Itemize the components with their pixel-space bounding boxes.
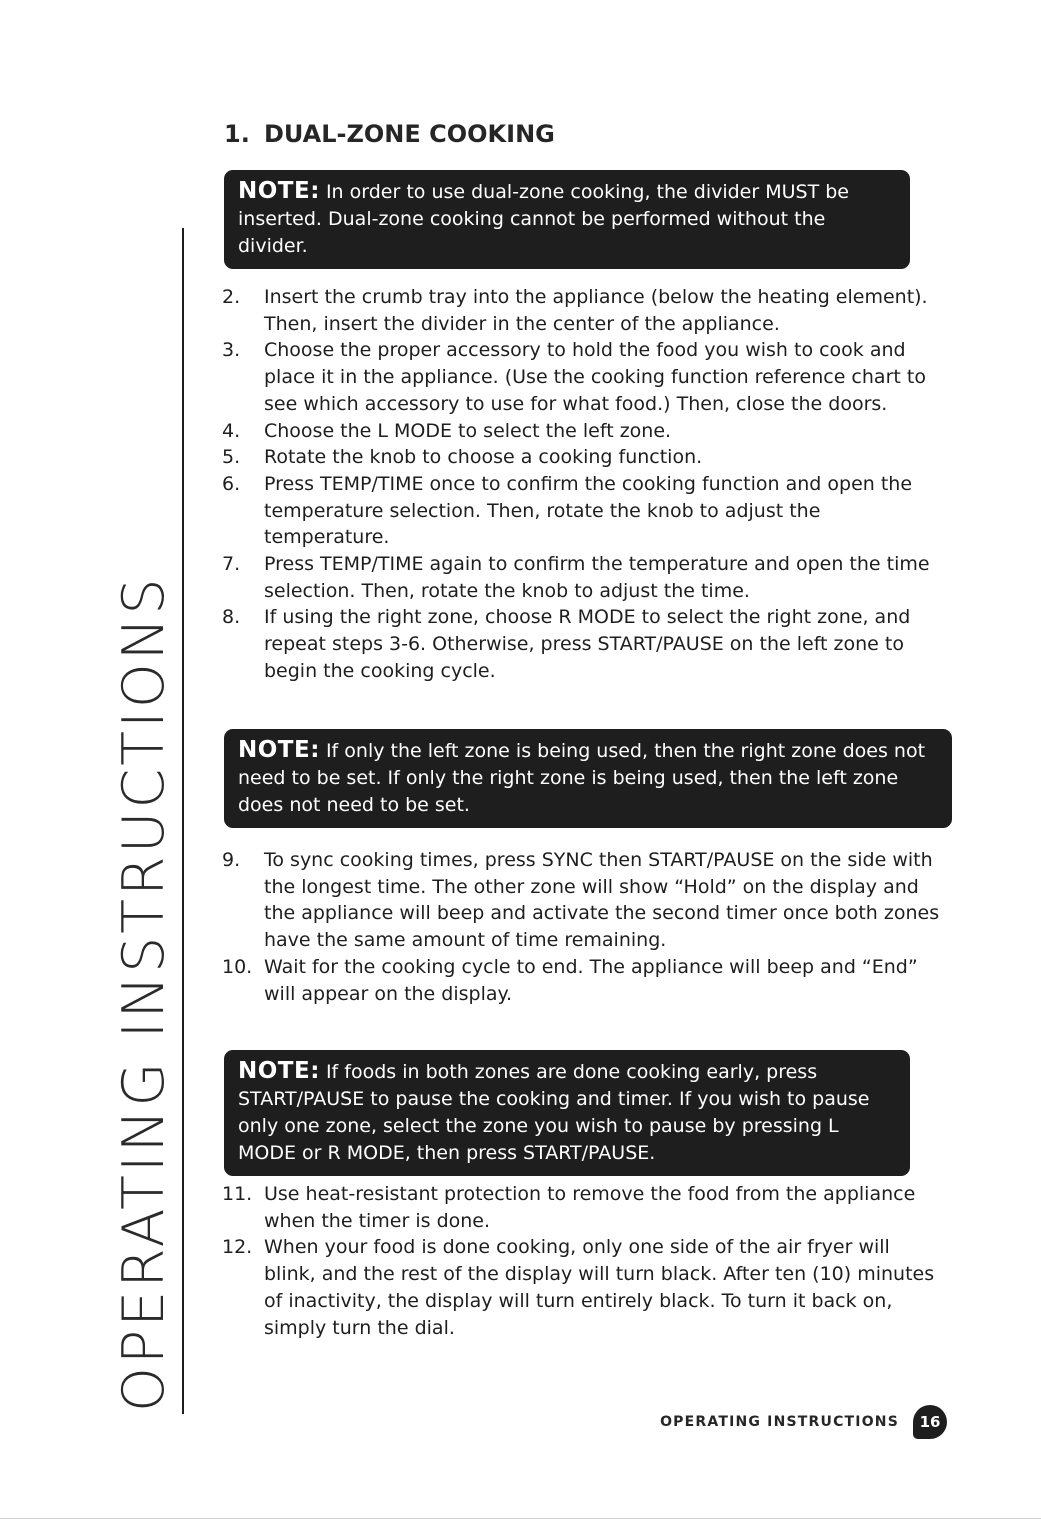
step-text: Press TEMP/TIME once to confirm the cooking function and open the temperature selection. Then, rotate the knob to adjust the temperature. <box>264 472 913 549</box>
list-item <box>222 847 942 954</box>
list-item <box>222 954 942 1007</box>
list-item <box>222 418 942 445</box>
step-text: If using the right zone, choose R MODE to select the right zone, and repeat steps 3-6. Otherwise, press START/PAUSE on the left zone to begin the cooking cycle. <box>264 606 911 682</box>
step-number: 12. <box>222 1236 253 1259</box>
note-text: If foods in both zones are done cooking early, press START/PAUSE to pause the cooking and timer. If you wish to pause only one zone, select the zone you wish to pause by pressing L MODE or R MODE, then press START/PAUSE. <box>238 1061 870 1164</box>
step-number: 11. <box>222 1183 253 1205</box>
step-number: 3. <box>222 339 241 362</box>
list-item <box>222 471 942 551</box>
note-label: NOTE: <box>238 1058 320 1084</box>
page-number-badge: 16 <box>913 1405 947 1439</box>
step-text: Press TEMP/TIME again to confirm the temperature and open the time selection. Then, rotate the knob to adjust the time. <box>264 553 930 602</box>
list-item <box>222 284 942 337</box>
section-number: 1. <box>224 120 250 148</box>
list-item <box>222 551 942 604</box>
step-text: Use heat-resistant protection to remove the food from the appliance when the timer is done. <box>264 1183 916 1232</box>
step-number: 10. <box>222 955 253 978</box>
note-label: NOTE: <box>238 737 320 763</box>
step-text: Choose the L MODE to select the left zone. <box>264 419 672 442</box>
step-text: Choose the proper accessory to hold the food you wish to cook and place it in the appliance. (Use the cooking function reference chart to see which accessory to use for what food.) Then, close the doors. <box>264 339 926 415</box>
note-text: If only the left zone is being used, then the right zone does not need to be set. If only the right zone is being used, then the left zone does not need to be set. <box>238 740 926 816</box>
note-label: NOTE: <box>238 178 320 204</box>
step-number: 6. <box>222 472 241 495</box>
steps-list-a <box>222 284 942 685</box>
footer-label: OPERATING INSTRUCTIONS <box>660 1414 899 1430</box>
steps-list-c <box>222 1181 942 1341</box>
list-item <box>222 1181 942 1234</box>
step-number: 9. <box>222 849 241 871</box>
step-text: Insert the crumb tray into the appliance (below the heating element). Then, insert the divider in the center of the appliance. <box>264 286 928 335</box>
note-box-zones <box>224 729 952 828</box>
page-footer <box>660 1409 947 1435</box>
bottom-edge-line <box>0 1518 1041 1519</box>
step-text: Wait for the cooking cycle to end. The appliance will beep and “End” will appear on the display. <box>264 955 918 1005</box>
steps-list-b <box>222 847 942 1007</box>
list-item <box>222 1234 942 1341</box>
step-number: 4. <box>222 419 241 442</box>
section-title: DUAL-ZONE COOKING <box>264 120 555 148</box>
sidebar-title: OPERATING INSTRUCTIONS <box>111 575 177 1412</box>
step-text: When your food is done cooking, only one side of the air fryer will blink, and the rest of the display will turn black. After ten (10) minutes of inactivity, the display will turn entirely black. To turn it back on, simply turn the dial. <box>264 1236 935 1339</box>
note-box-divider <box>224 170 910 269</box>
step-number: 2. <box>222 286 241 308</box>
list-item <box>222 337 942 417</box>
sidebar-divider <box>182 228 184 1414</box>
step-text: To sync cooking times, press SYNC then START/PAUSE on the side with the longest time. The other zone will show “Hold” on the display and the appliance will beep and activate the second timer once both zones have the same amount of time remaining. <box>264 849 940 952</box>
step-number: 5. <box>222 446 241 469</box>
note-text: In order to use dual-zone cooking, the divider MUST be inserted. Dual-zone cooking cannot be performed without the divider. <box>238 181 849 257</box>
step-number: 7. <box>222 553 241 576</box>
step-number: 8. <box>222 606 241 629</box>
list-item <box>222 444 942 471</box>
step-text: Rotate the knob to choose a cooking function. <box>264 446 703 469</box>
list-item <box>222 604 942 684</box>
section-heading <box>224 120 555 148</box>
note-box-pause <box>224 1050 910 1176</box>
